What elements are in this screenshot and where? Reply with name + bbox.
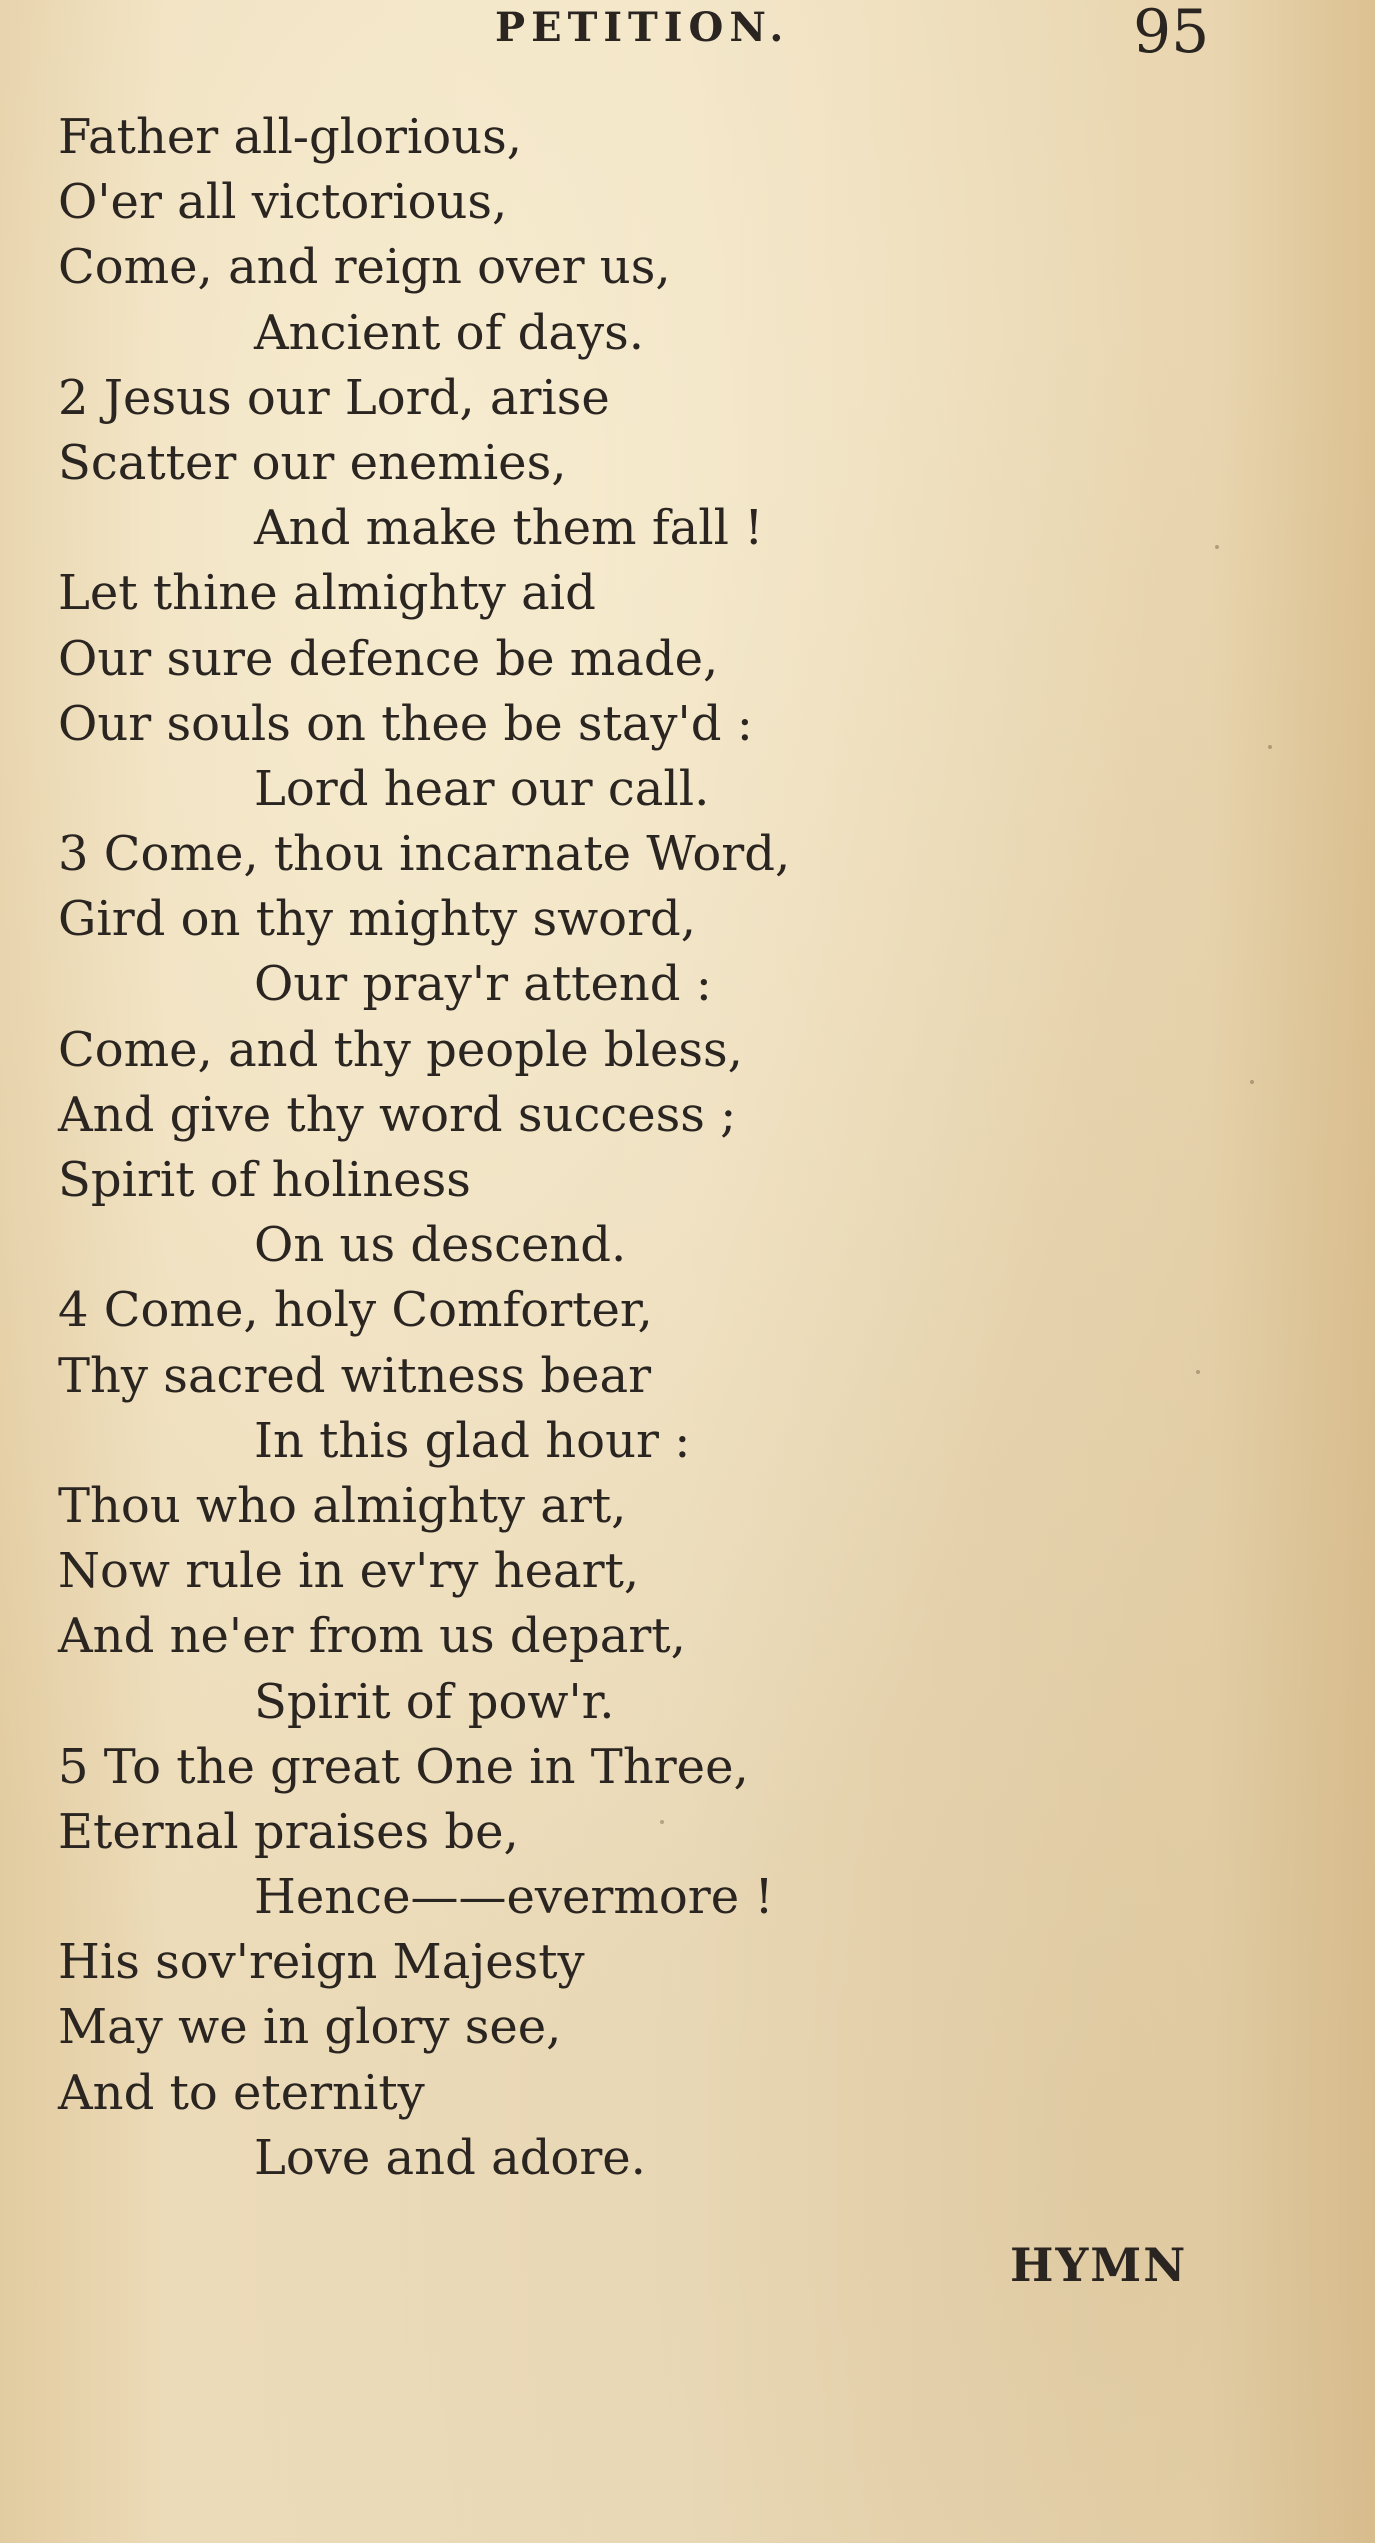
verse-line: Let thine almighty aid [58, 565, 596, 622]
verse-line: On us descend. [254, 1217, 627, 1274]
verse-line: Come, and reign over us, [58, 239, 671, 296]
verse-line: Our pray'r attend : [254, 956, 712, 1013]
page-number: 95 [1133, 0, 1210, 67]
verse-line: O'er all victorious, [58, 174, 508, 231]
verse-line: Gird on thy mighty sword, [58, 891, 696, 948]
running-title: PETITION. [495, 4, 790, 51]
verse-line: Scatter our enemies, [58, 434, 567, 491]
paper-speck [1268, 745, 1272, 749]
verse-line: Now rule in ev'ry heart, [58, 1543, 640, 1600]
catchword: HYMN [1010, 2238, 1188, 2292]
verse-line: Father all-glorious, [58, 109, 522, 165]
verse-line: 4 Come, holy Comforter, [58, 1282, 653, 1339]
verse-line: Lord hear our call. [254, 760, 710, 817]
paper-speck [1196, 1370, 1200, 1374]
verse-line: 5 To the great One in Three, [58, 1738, 749, 1795]
verse-line: Hence——evermore ! [254, 1869, 774, 1926]
verse-line: And make them fall ! [254, 500, 764, 557]
paper-speck [1250, 1080, 1254, 1084]
verse-line: Spirit of holiness [58, 1152, 471, 1208]
verse-line: 2 Jesus our Lord, arise [58, 369, 610, 426]
verse-line: Come, and thy people bless, [58, 1021, 743, 1078]
verse-line: In this glad hour : [254, 1412, 691, 1469]
paper-speck [660, 1820, 664, 1824]
verse-line: Love and adore. [254, 2129, 646, 2186]
verse-line: Thy sacred witness bear [58, 1347, 652, 1404]
verse-line: And ne'er from us depart, [58, 1608, 686, 1665]
verse-line: And to eternity [58, 2064, 425, 2121]
verse-line: May we in glory see, [58, 1999, 562, 2056]
verse-line: Ancient of days. [254, 304, 644, 361]
paper-speck [1215, 545, 1219, 549]
verse-line: 3 Come, thou incarnate Word, [58, 826, 791, 883]
verse-line: Our souls on thee be stay'd : [58, 695, 753, 752]
verse-line: Our sure defence be made, [58, 630, 719, 687]
verse-line: His sov'reign Majesty [58, 1934, 585, 1991]
verse-line: Thou who almighty art, [58, 1477, 627, 1534]
verse-line: Spirit of pow'r. [254, 1673, 615, 1730]
hymn-text [58, 105, 1078, 2191]
verse-line: Eternal praises be, [58, 1803, 519, 1860]
verse-line: And give thy word success ; [58, 1086, 737, 1143]
